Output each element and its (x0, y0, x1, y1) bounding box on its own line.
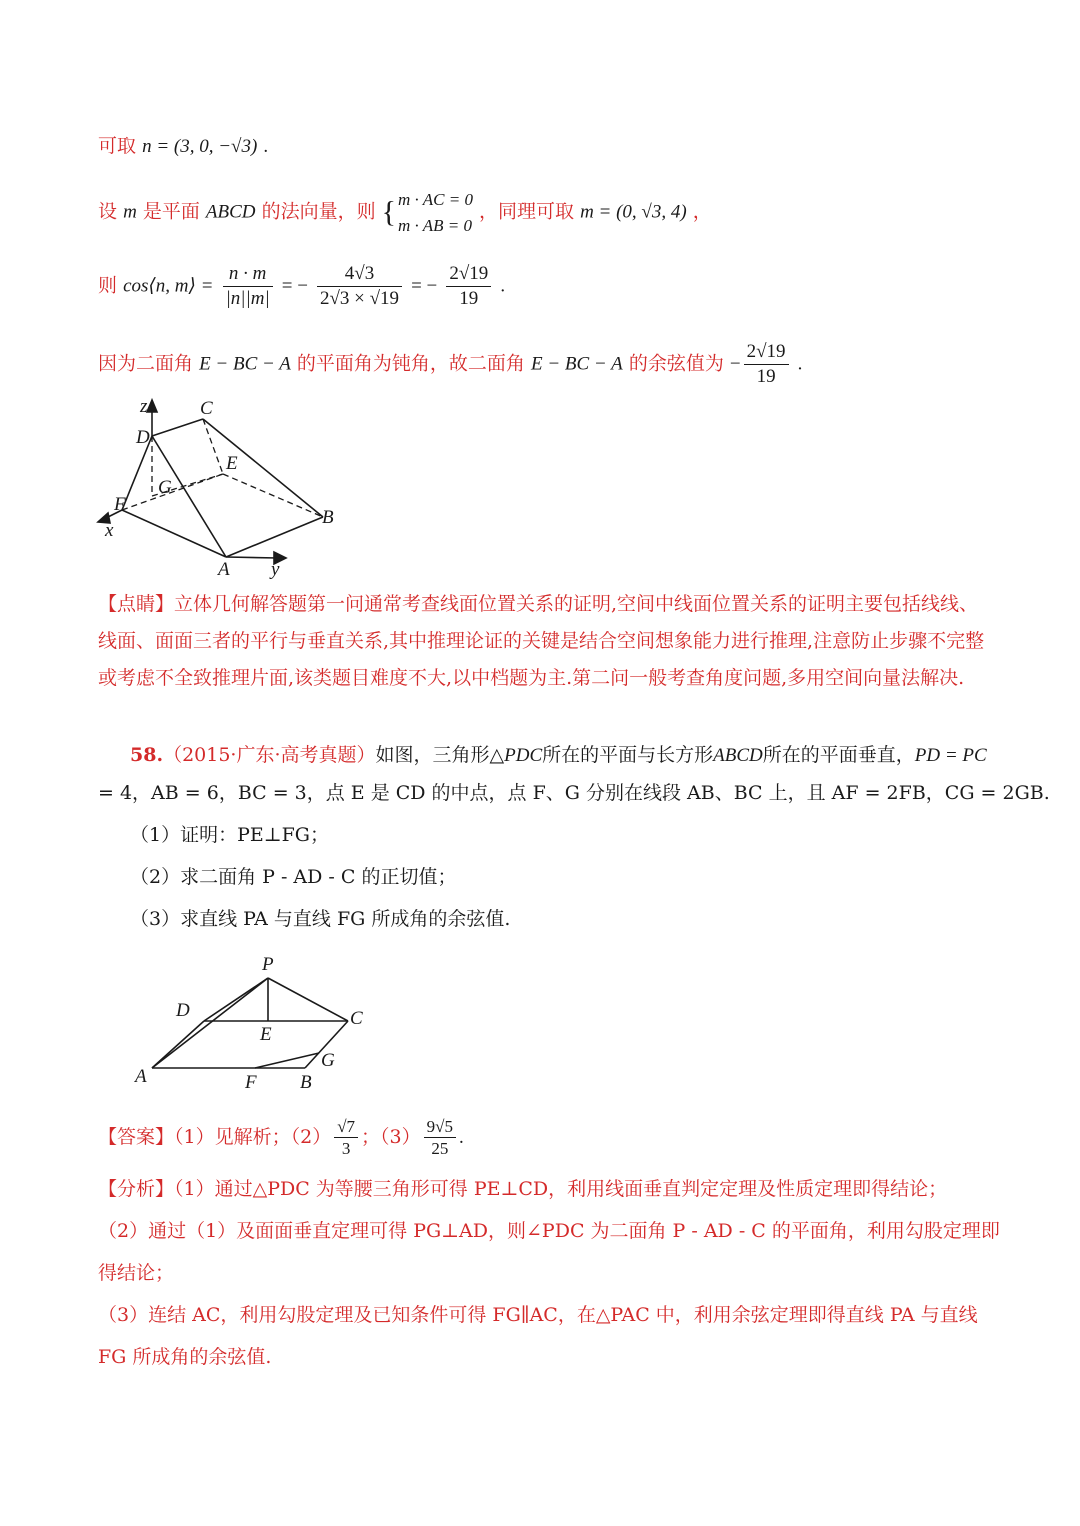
frac-den: 19 (756, 365, 776, 387)
y-axis (226, 557, 278, 558)
edge-fe-dashed (122, 474, 223, 510)
subquestion-2 (130, 868, 456, 887)
subquestion-3 (130, 910, 510, 929)
label-d: D (136, 427, 150, 448)
text-plane: 是平面 (142, 200, 200, 223)
text-normal-vector: 的法向量，则 (261, 200, 376, 223)
analysis-line-5 (98, 1348, 271, 1367)
frac-den: 19 (459, 287, 479, 309)
dihedral-eba: E − BC − A (199, 353, 291, 375)
label-e: E (260, 1024, 272, 1045)
vector-n: n = (3, 0, −√3) (142, 136, 258, 157)
frac-num: 2√19 (744, 340, 789, 365)
analysis-2-text: （2）通过（1）及面面垂直定理可得 PG⊥AD，则∠PDC 为二面角 P - AD - C 的平面角，利用勾股定理即 (98, 1220, 1000, 1242)
answer-fraction-1 (334, 1116, 358, 1160)
edge-dc (152, 419, 203, 436)
equation-2: m · AB = 0 (398, 215, 472, 235)
equation-1: m · AC = 0 (398, 190, 473, 209)
label-p: P (262, 954, 274, 975)
label-d: D (176, 1000, 190, 1021)
label-g: G (321, 1050, 335, 1071)
label-y: y (271, 559, 280, 580)
answer-fraction-2 (424, 1116, 456, 1160)
frac-num: √7 (334, 1116, 358, 1138)
answer-line (98, 1116, 464, 1160)
question-number: 58. (130, 744, 164, 766)
label-f: F (245, 1072, 257, 1093)
fraction-4root3 (317, 262, 402, 311)
frac-den: 25 (431, 1139, 449, 1159)
edge-fa (122, 510, 226, 557)
label-x: x (105, 520, 114, 541)
label-b: B (300, 1072, 312, 1093)
label-b: B (322, 507, 334, 528)
fraction-nm (223, 262, 273, 311)
analysis-line-1 (98, 1180, 947, 1199)
analysis-1-text: （1）通过△PDC 为等腰三角形可得 PE⊥CD，利用线面垂直判定定理及性质定理即得结论； (174, 1178, 948, 1200)
note-text: 立体几何解答题第一问通常考查线面位置关系的证明,空间中线面位置关系的证明主要包括线线、线面、面面三者的平行与垂直关系,其中推理论证的关键是结合空间想象能力进行推理,注意防止步骤不完整或考虑不全致推理片面,该类题目难度不大,以中档题为主.第二问一般考查角度问题,多用空间向量法解决. (98, 593, 985, 689)
subquestion-2-text: （2）求二面角 P - AD - C 的正切值； (130, 866, 457, 888)
label-c: C (350, 1008, 363, 1029)
text-ze: 则 (98, 274, 118, 297)
figure-prism-coordinates (90, 392, 350, 582)
text-obtuse: 的平面角为钝角，故二面角 (296, 352, 525, 375)
z-arrow (147, 400, 157, 412)
edge-pc (268, 978, 348, 1021)
figure-pyramid-pdc (130, 950, 380, 1095)
analysis-line-4 (98, 1306, 978, 1325)
brace: { (381, 195, 397, 229)
fraction-result (744, 340, 789, 389)
question-source: （2015·广东·高考真题） (163, 744, 376, 766)
label-e: E (226, 453, 238, 474)
period: . (263, 136, 269, 157)
text-because: 因为二面角 (98, 352, 194, 375)
frac-den: |n||m| (225, 287, 270, 309)
label-a: A (135, 1066, 147, 1087)
stem-text-b: 所在的平面与长方形 (542, 744, 714, 766)
edge-fg (255, 1053, 319, 1068)
analysis-3b-text: FG 所成角的余弦值. (98, 1346, 272, 1368)
label-f: F (114, 494, 126, 515)
stem-text-c: 所在的平面垂直， (762, 744, 915, 766)
question-58-conditions (98, 784, 1050, 803)
analysis-line-3 (98, 1264, 174, 1283)
fraction-2root19 (446, 262, 491, 311)
label-z: z (140, 396, 148, 417)
text-similarly: ，同理可取 (479, 200, 575, 223)
label-g: G (158, 477, 172, 498)
subquestion-1 (130, 826, 329, 845)
comma: ， (692, 200, 712, 223)
var-abcd: ABCD (713, 745, 763, 766)
solution-line-conclusion: 因为二面角 E − BC − A 的平面角为钝角，故二面角 E − BC − A 的余弦值为 − $\frac{2√19}{19}$ . (98, 341, 803, 387)
analysis-tag: 【分析】 (98, 1178, 175, 1200)
note-tag: 【点睛】 (98, 593, 175, 615)
dihedral-eba-2: E − BC − A (530, 353, 623, 375)
label-a: A (218, 559, 230, 580)
var-m: m (123, 201, 137, 223)
answer-text-b: ；（3） (361, 1125, 421, 1148)
cos-expression: cos⟨n, m⟩ = (123, 275, 214, 297)
label-c: C (200, 398, 213, 419)
equation-system (398, 187, 473, 238)
edge-ab (226, 517, 323, 557)
var-abcd: ABCD (205, 201, 256, 223)
edge-pa (152, 978, 268, 1068)
text-ke-qu: 可取 (98, 135, 137, 157)
subquestion-1-text: （1）证明：PE⊥FG； (130, 824, 329, 846)
answer-tag: 【答案】 (98, 1125, 175, 1148)
eq-pd-pc: PD = PC (914, 745, 987, 766)
text-she: 设 (98, 200, 118, 223)
solution-line-normal-m (98, 187, 712, 238)
note-dianjing (98, 586, 988, 697)
frac-num: 9√5 (424, 1116, 456, 1138)
analysis-2b-text: 得结论； (98, 1262, 175, 1284)
answer-text-a: （1）见解析；（2） (174, 1125, 332, 1148)
var-pdc: PDC (504, 745, 543, 766)
frac-num: 2√19 (446, 262, 491, 287)
frac-num: 4√3 (317, 262, 402, 287)
question-58-stem (130, 734, 990, 777)
stem-text-a: 如图，三角形△ (375, 744, 505, 766)
solution-line-cosine: 则 cos⟨n, m⟩ = $\frac{n \cdot m}{|n||m|}$ = − $\frac{4√3}{2√3 \times √19}$ = − $\frac{2√19}{19}$ . (98, 263, 506, 309)
frac-num: n · m (223, 262, 273, 287)
solution-line-normal-n (98, 137, 268, 156)
edge-eb-dashed (223, 474, 323, 517)
answer-period: . (458, 1126, 464, 1148)
analysis-3-text: （3）连结 AC，利用勾股定理及已知条件可得 FG∥AC，在△PAC 中，利用余弦定理即得直线 PA 与直线 (98, 1304, 978, 1326)
frac-den: 3 (341, 1139, 351, 1159)
subquestion-3-text: （3）求直线 PA 与直线 FG 所成角的余弦值. (130, 908, 511, 930)
text-cosine-is: 的余弦值为 (628, 352, 724, 375)
vector-m: m = (0, √3, 4) (580, 201, 687, 223)
analysis-line-2 (98, 1222, 1000, 1241)
frac-den: 2√3 × √19 (319, 287, 400, 309)
conditions-text: = 4，AB = 6，BC = 3，点 E 是 CD 的中点，点 F、G 分别在线段 AB、BC 上，且 AF = 2FB，CG = 2GB. (98, 782, 1050, 804)
